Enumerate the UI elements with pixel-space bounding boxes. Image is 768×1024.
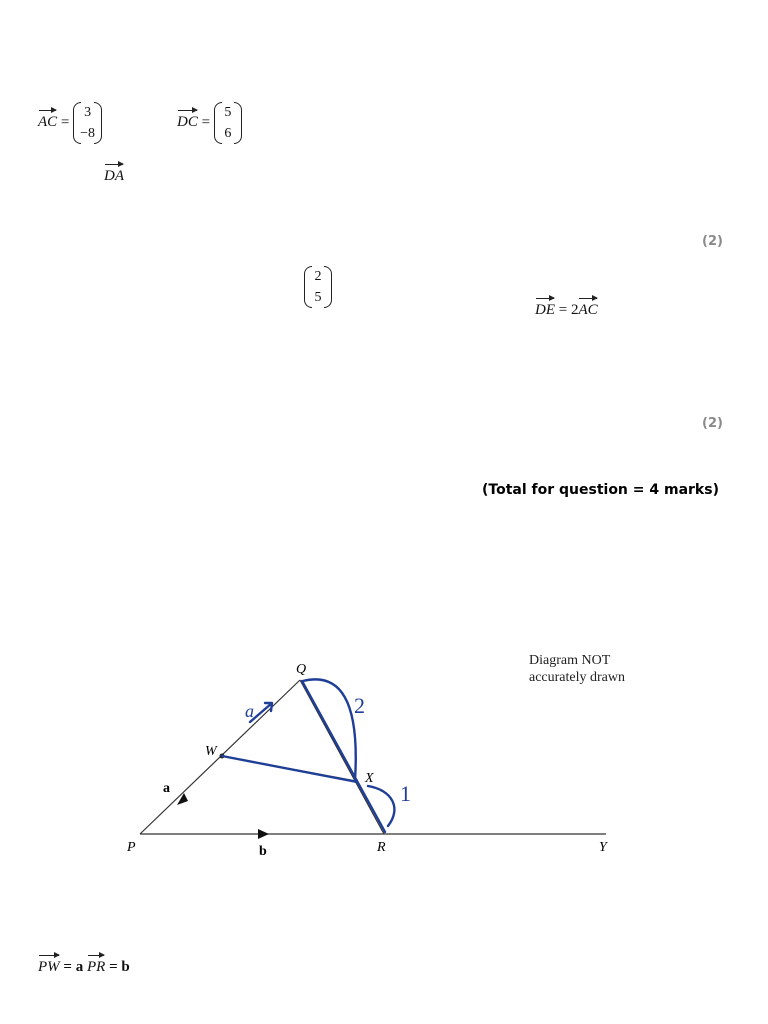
label-y: Y xyxy=(599,840,607,855)
vector-dc-label: DC xyxy=(177,108,198,131)
label-p: P xyxy=(127,840,136,855)
arrow-a-icon xyxy=(177,793,188,805)
given-vectors-pw-pr xyxy=(38,953,130,976)
vector-dc-bottom: 6 xyxy=(224,126,232,141)
hand-line-q-r xyxy=(302,681,385,832)
vector-dc-top: 5 xyxy=(224,105,232,120)
diagram-note-line2: accurately drawn xyxy=(529,670,625,685)
label-w: W xyxy=(205,744,217,759)
vector-ac-top: 3 xyxy=(84,105,92,120)
vector-de-label: DE xyxy=(535,296,555,319)
vector-pw-label: PW xyxy=(38,953,60,976)
label-r: R xyxy=(377,840,386,855)
marks-part-b: (2) xyxy=(702,416,723,431)
label-b: b xyxy=(259,844,267,859)
hand-label-1: 1 xyxy=(400,781,411,806)
arrow-b-icon xyxy=(258,829,269,839)
column-vector-top: 2 xyxy=(314,269,322,284)
diagram-note-line1: Diagram NOT xyxy=(529,653,611,668)
hand-label-2: 2 xyxy=(354,693,365,718)
line-q-r xyxy=(300,680,384,834)
hand-line-w-x xyxy=(222,756,357,782)
question-total: (Total for question = 4 marks) xyxy=(482,482,719,498)
hand-label-a: a xyxy=(245,701,254,721)
label-x: X xyxy=(365,771,374,786)
vector-da-text: DA xyxy=(104,162,124,185)
equals-b: = b xyxy=(109,959,130,975)
equals-sign: = xyxy=(60,114,70,131)
vector-ac-bottom: −8 xyxy=(80,126,96,141)
marks-part-a: (2) xyxy=(702,234,723,249)
equals-two: = 2 xyxy=(558,302,579,318)
vector-pr-label: PR xyxy=(87,953,105,976)
equals-sign: = xyxy=(201,114,211,131)
equals-a: = a xyxy=(63,959,84,975)
vector-ac-ref: AC xyxy=(578,296,597,319)
label-a: a xyxy=(163,781,170,796)
label-q: Q xyxy=(296,662,307,677)
vector-ac-label: AC xyxy=(38,108,57,131)
column-vector-bottom: 5 xyxy=(314,290,322,305)
